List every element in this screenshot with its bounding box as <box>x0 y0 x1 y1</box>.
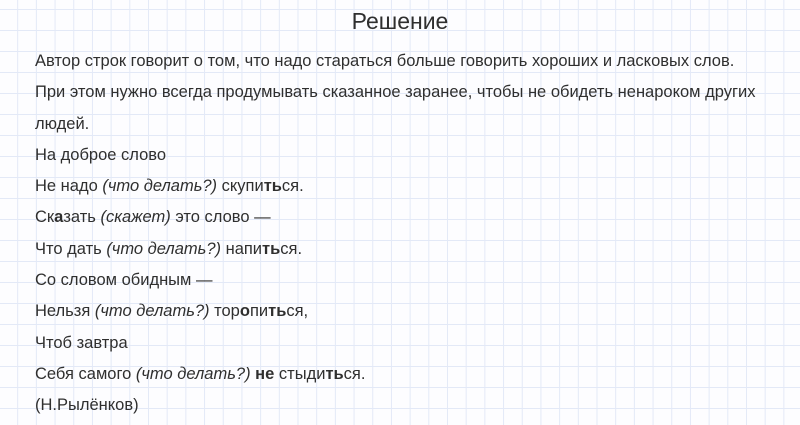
grammar-question: (что делать?) <box>106 239 221 258</box>
grammar-question: (что делать?) <box>94 302 210 321</box>
emphasized-letter: а <box>54 208 64 227</box>
text-segment: Что дать <box>35 239 107 258</box>
text-segment: На доброе слово <box>35 145 167 164</box>
emphasized-letter: ть <box>263 177 282 196</box>
text-segment: ся. <box>343 364 366 383</box>
grammar-question: (скажет) <box>100 208 171 227</box>
poem-line-2 <box>35 171 780 202</box>
text-segment: напи <box>221 239 263 258</box>
text-segment: зать <box>63 208 101 227</box>
text-segment: ся. <box>280 239 303 258</box>
text-segment: скупи <box>217 177 264 196</box>
emphasized-letter: о <box>239 302 250 321</box>
poem-line-1 <box>35 140 780 171</box>
intro-line-1: Автор строк говорит о том, что надо стараться больше говорить хороших и ласковых слов. <box>35 52 735 70</box>
emphasized-letter: ть <box>262 239 281 258</box>
text-segment: Со словом обидным — <box>35 271 213 290</box>
page-title: Решение <box>351 8 449 34</box>
text-segment: это слово — <box>170 208 271 227</box>
intro-line-2: При этом нужно всегда продумывать сказанное заранее, чтобы не обидеть ненароком других <box>35 83 756 102</box>
grammar-question: (что делать?) <box>135 364 251 383</box>
text-segment: Нельзя <box>35 302 95 321</box>
emphasized-letter: ть <box>268 302 287 321</box>
text-segment: ся. <box>281 177 304 196</box>
author-line: (Н.Рылёнков) <box>35 396 139 415</box>
text-segment: Не надо <box>35 177 103 196</box>
emphasized-letter: не <box>255 364 275 383</box>
poem-line-6 <box>35 296 780 327</box>
text-segment: тор <box>209 302 240 321</box>
poem-line-5 <box>35 265 780 296</box>
solution-content <box>35 46 780 422</box>
poem-line-4 <box>35 234 780 265</box>
emphasized-letter: ть <box>325 364 344 383</box>
text-segment: стыди <box>274 364 326 383</box>
intro-line-3: людей. <box>35 114 90 133</box>
text-segment: пи <box>249 302 269 321</box>
text-segment: Себя самого <box>35 364 136 383</box>
text-segment: ся, <box>286 302 309 321</box>
poem-line-7 <box>35 328 780 359</box>
text-segment: Ск <box>35 208 55 227</box>
poem-line-3 <box>35 202 780 233</box>
poem-line-8 <box>35 359 780 390</box>
grammar-question: (что делать?) <box>102 177 218 196</box>
text-segment: Чтоб завтра <box>35 333 128 352</box>
